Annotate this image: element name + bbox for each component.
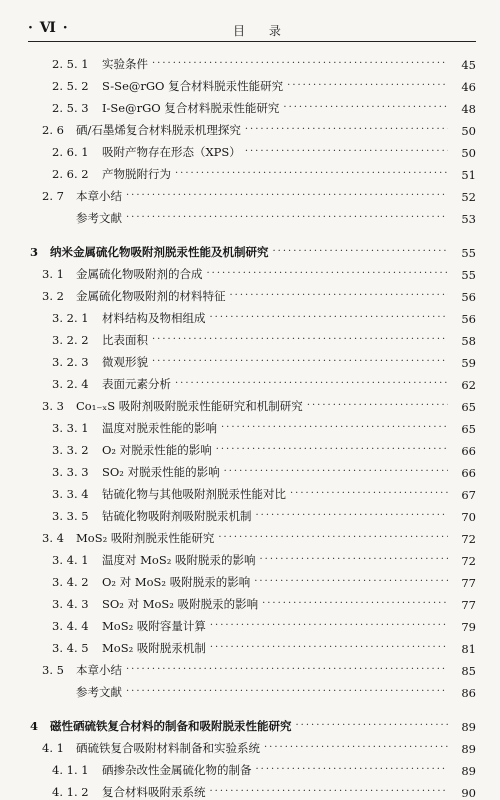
toc-entry-page: 77 [461,598,476,612]
dot-leader [207,268,449,279]
toc-entry-label [42,740,260,756]
toc-entry-number: 3. 4 [42,531,64,545]
dot-leader [256,510,449,521]
toc-entry-page: 72 [461,532,476,546]
dot-leader [224,466,448,477]
toc-entry-title: SO₂ 对 MoS₂ 吸附脱汞的影响 [102,597,259,611]
toc-entry-number: 2. 5. 3 [52,101,89,115]
toc-entry[interactable] [26,94,476,116]
dot-leader [126,664,448,675]
toc-entry-number: 2. 5. 2 [52,79,89,93]
page-numeral: · Ⅵ · [28,20,69,36]
toc-entry-page: 70 [461,510,476,524]
page-header [28,14,476,44]
toc-entry-number: 2. 6. 2 [52,167,89,181]
dot-leader [210,312,449,323]
toc-entry-number: 3. 4. 4 [52,619,89,633]
toc-entry[interactable] [26,568,476,590]
toc-entry-label [52,310,206,326]
toc-entry-page: 85 [461,664,476,678]
toc-entry-page: 46 [461,80,476,94]
toc-entry-label [42,288,226,304]
toc-entry[interactable] [26,260,476,282]
toc-entry-title: O₂ 对脱汞性能的影响 [102,443,212,457]
dot-leader [256,764,449,775]
toc-entry-number: 2. 6. 1 [52,145,89,159]
dot-leader [218,532,448,543]
toc-entry-label [52,420,217,436]
toc-entry-number: 4. 1 [42,741,64,755]
toc-entry[interactable] [26,502,476,524]
toc-entry-number: 3. 4. 2 [52,575,89,589]
header-title: 目 录 [233,24,291,38]
toc-entry-page: 56 [461,290,476,304]
toc-entry[interactable] [26,116,476,138]
toc-entry-page: 79 [461,620,476,634]
toc-entry-title: 硒/石墨烯复合材料脱汞机理探究 [76,123,241,137]
toc-entry-label [52,762,252,778]
toc-entry[interactable] [26,656,476,678]
dot-leader [126,190,448,201]
dot-leader [307,400,448,411]
toc-entry-number: 3. 1 [42,267,64,281]
toc-entry-title: 参考文献 [76,211,122,225]
toc-entry-title: 纳米金属硫化物吸附剂脱汞性能及机制研究 [50,245,269,259]
toc-entry-label [52,144,241,160]
toc-entry-number: 3. 2. 3 [52,355,89,369]
toc-entry-label [52,596,258,612]
dot-leader [152,58,448,69]
toc-entry-number: 4 [30,719,39,733]
toc-entry-page: 50 [461,146,476,160]
toc-entry-page: 53 [461,212,476,226]
toc-entry-label [52,508,252,524]
toc-entry-label [52,574,250,590]
toc-entry-number: 3. 4. 3 [52,597,89,611]
toc-entry-number: 3. 5 [42,663,64,677]
toc-entry-title: 金属硫化物吸附剂的材料特征 [76,289,226,303]
toc-entry-label [52,486,286,502]
toc-entry-title: 钴硫化物与其他吸附剂脱汞性能对比 [102,487,286,501]
dot-leader [221,422,448,433]
toc-entry-label [52,784,206,800]
toc-entry-label [52,640,206,656]
toc-entry-label [42,530,214,546]
toc-entry-label [52,618,206,634]
toc-entry[interactable] [26,712,476,734]
toc-entry-number: 3. 3 [42,399,64,413]
toc-entry-number: 3. 4. 1 [52,553,89,567]
toc-entry[interactable] [26,238,476,260]
toc-entry-number: 2. 5. 1 [52,57,89,71]
toc-entry[interactable] [26,756,476,778]
toc-entry-title: 参考文献 [76,685,122,699]
toc-entry-page: 51 [461,168,476,182]
toc-entry-label [52,442,212,458]
toc-entry-title: I-Se@rGO 复合材料脱汞性能研究 [102,101,280,115]
toc-entry-label [42,188,122,204]
dot-leader [152,356,448,367]
toc-entry-title: 表面元素分析 [102,377,171,391]
toc-entry[interactable] [26,436,476,458]
toc-entry-label [52,354,148,370]
toc-entry-page: 52 [461,190,476,204]
table-of-contents [26,50,476,800]
toc-entry-title: O₂ 对 MoS₂ 吸附脱汞的影响 [102,575,251,589]
toc-entry-page: 45 [461,58,476,72]
dot-leader [287,80,448,91]
dot-leader [254,576,448,587]
toc-entry-title: 硒掺杂改性金属硫化物的制备 [102,763,252,777]
toc-entry-page: 90 [461,786,476,800]
dot-leader [262,598,448,609]
toc-entry-title: 本章小结 [76,663,122,677]
dot-leader [210,786,449,797]
toc-entry[interactable] [26,590,476,612]
toc-entry-title: MoS₂ 吸附容量计算 [102,619,206,633]
toc-entry-page: 62 [461,378,476,392]
toc-entry-number: 4. 1. 1 [52,763,89,777]
toc-entry-title: SO₂ 对脱汞性能的影响 [102,465,220,479]
toc-entry[interactable] [26,160,476,182]
toc-entry-page: 89 [461,742,476,756]
toc-entry[interactable] [26,72,476,94]
toc-entry-title: 温度对 MoS₂ 吸附脱汞的影响 [102,553,256,567]
toc-entry[interactable] [26,50,476,72]
toc-entry-title: MoS₂ 吸附剂脱汞性能研究 [76,531,215,545]
toc-entry-title: 材料结构及物相组成 [102,311,206,325]
toc-entry[interactable] [26,458,476,480]
toc-entry-title: 金属硫化物吸附剂的合成 [76,267,203,281]
toc-entry-label [42,122,241,138]
toc-entry-number: 3. 3. 5 [52,509,89,523]
toc-entry-title: 产物脱附行为 [102,167,171,181]
toc-entry-page: 59 [461,356,476,370]
toc-entry-title: 磁性硒硫铁复合材料的制备和吸附脱汞性能研究 [50,719,292,733]
toc-entry-label [52,332,148,348]
toc-entry-page: 55 [461,268,476,282]
toc-entry-title: MoS₂ 吸附脱汞机制 [102,641,206,655]
toc-entry-label [42,684,122,700]
toc-entry-number: 2. 7 [42,189,64,203]
toc-entry-label [42,398,303,414]
toc-entry[interactable] [26,370,476,392]
toc-entry-number: 3. 3. 2 [52,443,89,457]
toc-entry[interactable] [26,612,476,634]
toc-entry-title: 比表面积 [102,333,148,347]
dot-leader [260,554,449,565]
toc-entry-title: 吸附产物存在形态（XPS） [102,145,241,159]
dot-leader [126,212,448,223]
toc-entry[interactable] [26,282,476,304]
toc-entry-title: Co₁₋ₓS 吸附剂吸附脱汞性能研究和机制研究 [76,399,303,413]
toc-entry[interactable] [26,524,476,546]
toc-entry-label [52,166,171,182]
toc-entry[interactable] [26,304,476,326]
toc-entry[interactable] [26,778,476,800]
toc-entry-page: 50 [461,124,476,138]
toc-entry[interactable] [26,414,476,436]
toc-entry-number: 4. 1. 2 [52,785,89,799]
toc-entry-label [42,210,122,226]
toc-entry-number: 3 [30,245,39,259]
section-gap [26,226,476,238]
toc-entry-label [30,244,269,260]
toc-entry-page: 56 [461,312,476,326]
toc-entry[interactable] [26,480,476,502]
toc-entry-label [52,552,256,568]
toc-entry-label [52,464,220,480]
toc-entry-title: 本章小结 [76,189,122,203]
toc-entry[interactable] [26,182,476,204]
dot-leader [210,642,448,653]
toc-entry[interactable] [26,678,476,700]
toc-entry-title: 钴硫化物吸附剂吸附脱汞机制 [102,509,252,523]
dot-leader [296,720,449,731]
toc-entry-page: 55 [461,246,476,260]
toc-entry-page: 65 [461,400,476,414]
toc-entry[interactable] [26,546,476,568]
toc-entry-label [52,100,279,116]
toc-entry-page: 81 [461,642,476,656]
dot-leader [210,620,448,631]
toc-entry-page: 48 [461,102,476,116]
toc-entry[interactable] [26,634,476,656]
dot-leader [175,168,448,179]
toc-entry-page: 66 [461,466,476,480]
header-rule [28,41,476,42]
toc-entry[interactable] [26,204,476,226]
toc-entry[interactable] [26,348,476,370]
toc-entry[interactable] [26,138,476,160]
toc-entry-label [52,56,148,72]
toc-entry-number: 3. 3. 3 [52,465,89,479]
toc-entry-title: 硒硫铁复合吸附材料制备和实验系统 [76,741,260,755]
toc-entry-page: 86 [461,686,476,700]
toc-entry-number: 3. 3. 4 [52,487,89,501]
toc-entry-number: 3. 2. 1 [52,311,89,325]
dot-leader [245,146,448,157]
toc-entry-number: 3. 4. 5 [52,641,89,655]
toc-entry-title: 复合材料吸附汞系统 [102,785,206,799]
toc-entry-page: 72 [461,554,476,568]
dot-leader [264,742,448,753]
dot-leader [230,290,449,301]
toc-entry-page: 89 [461,720,476,734]
toc-entry-number: 3. 2. 4 [52,377,89,391]
toc-entry-page: 66 [461,444,476,458]
toc-entry[interactable] [26,326,476,348]
toc-entry-title: 微观形貌 [102,355,148,369]
toc-entry-title: 温度对脱汞性能的影响 [102,421,217,435]
toc-entry-page: 58 [461,334,476,348]
dot-leader [175,378,448,389]
toc-entry-page: 65 [461,422,476,436]
toc-entry-page: 77 [461,576,476,590]
toc-entry-number: 2. 6 [42,123,64,137]
toc-entry-label [42,266,203,282]
dot-leader [273,246,449,257]
toc-entry-label [30,718,292,734]
toc-entry[interactable] [26,392,476,414]
dot-leader [245,124,448,135]
section-gap [26,700,476,712]
toc-entry-page: 67 [461,488,476,502]
toc-entry-label [42,662,122,678]
toc-entry-number: 3. 2 [42,289,64,303]
dot-leader [216,444,448,455]
dot-leader [283,102,448,113]
toc-entry-number: 3. 3. 1 [52,421,89,435]
dot-leader [126,686,448,697]
toc-entry-page: 89 [461,764,476,778]
toc-entry-label [52,376,171,392]
toc-entry-title: 实验条件 [102,57,148,71]
toc-entry[interactable] [26,734,476,756]
toc-entry-title: S-Se@rGO 复合材料脱汞性能研究 [102,79,284,93]
dot-leader [152,334,448,345]
dot-leader [290,488,448,499]
toc-entry-number: 3. 2. 2 [52,333,89,347]
toc-entry-label [52,78,283,94]
